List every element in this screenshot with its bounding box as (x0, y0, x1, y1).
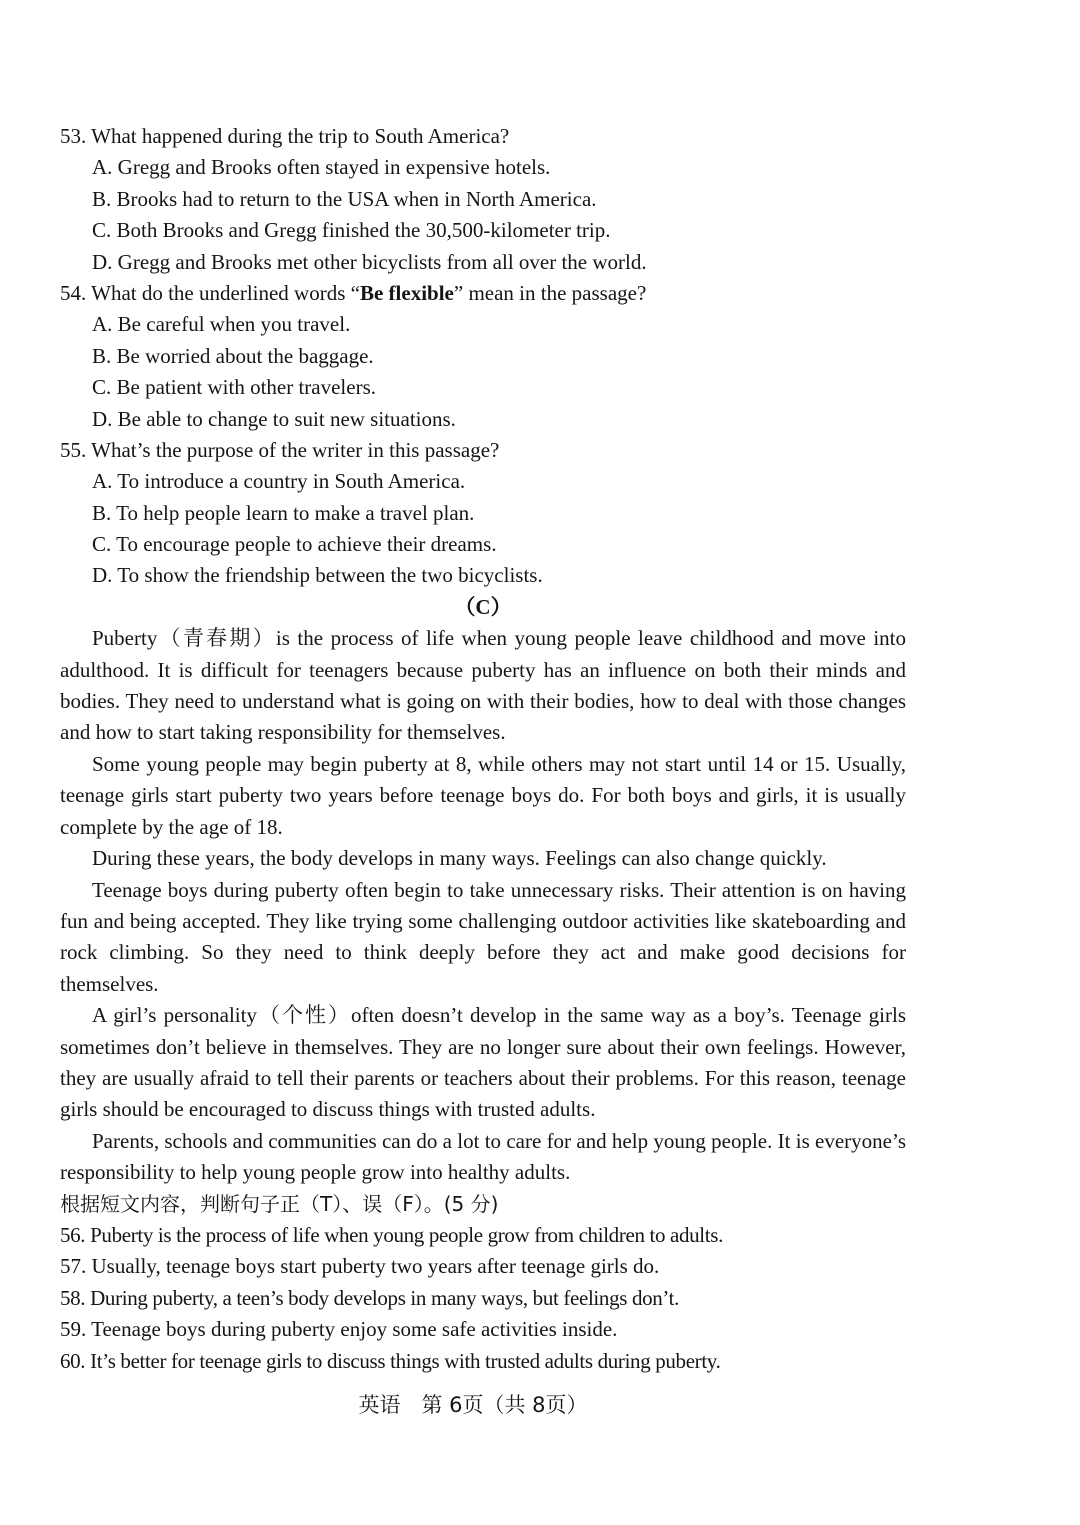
passage-paragraph-1 (60, 623, 906, 749)
question-54-stem (60, 278, 906, 309)
question-55-option-d: D. To show the friendship between the two bicyclists. (92, 563, 543, 588)
puberty-word: Puberty (92, 626, 158, 651)
question-53-stem: 53. What happened during the trip to South America? (60, 124, 510, 148)
question-54-option-a: A. Be careful when you travel. (92, 312, 351, 337)
true-false-instruction: 根据短文内容，判断句子正（T）、误（F）。(5 分) (60, 1191, 499, 1216)
passage-paragraph-4: Teenage boys during puberty often begin to take unnecessary risks. Their attention is on having fun and being accepted. They like trying some challenging outdoor activities like skateboarding and rock climbing. So they need to think deeply before they act and make good decisions for themselves. (60, 877, 906, 996)
question-53-option-d: D. Gregg and Brooks met other bicyclists from all over the world. (92, 249, 647, 274)
passage-paragraph-6: Parents, schools and communities can do a lot to care for and help young people. It is everyone’s responsibility to help young people grow into healthy adults. (60, 1128, 906, 1185)
question-54-stem-suffix: ” mean in the passage? (453, 280, 647, 305)
question-54-underlined-words: Be flexible (359, 280, 454, 305)
personality-phrase: A girl’s personality (92, 1003, 257, 1028)
section-c-title: （C） (454, 594, 512, 619)
question-55-option-c: C. To encourage people to achieve their dreams. (92, 532, 497, 557)
page-footer: 英语 第 6页（共 8页） (358, 1393, 588, 1417)
passage-paragraph-5-body: often doesn’t develop in the same way as a boy’s. Teenage girls sometimes don’t believe in themselves. They are no longer sure about their own feelings. However, they are usually afraid to tell their parents or teachers about their problems. For this reason, teenage girls should be encouraged to discuss things with trusted adults. (60, 1003, 906, 1122)
passage-paragraph-1-body: is the process of life when young people leave childhood and move into adulthood. It is difficult for teenagers because puberty has an influence on both their minds and bodies. They need to understand what is going on with their bodies, how to deal with those changes and how to start taking responsibility for themselves. (60, 626, 907, 745)
question-53-option-a: A. Gregg and Brooks often stayed in expensive hotels. (92, 155, 551, 180)
passage-paragraph-3: During these years, the body develops in many ways. Feelings can also change quickly. (92, 846, 827, 871)
question-55-stem: 55. What’s the purpose of the writer in this passage? (60, 437, 500, 462)
tf-item-59: 59. Teenage boys during puberty enjoy some safe activities inside. (60, 1317, 618, 1342)
exam-page-content (60, 121, 906, 1377)
question-55-option-a: A. To introduce a country in South America. (92, 469, 466, 494)
passage-paragraph-2: Some young people may begin puberty at 8, while others may not start until 14 or 15. Usually, teenage girls start puberty two years before teenage boys do. For both boys and girls, it is usually complete by the age of 18. (60, 751, 906, 839)
question-54-option-c: C. Be patient with other travelers. (92, 375, 377, 400)
tf-item-56: 56. Puberty is the process of life when young people grow from children to adults. (60, 1222, 723, 1247)
personality-chinese-gloss: （个性） (256, 1003, 351, 1028)
question-54-option-b: B. Be worried about the baggage. (92, 343, 374, 368)
question-53-option-c: C. Both Brooks and Gregg finished the 30,500-kilometer trip. (92, 218, 611, 243)
question-54-stem-prefix: 54. What do the underlined words “ (60, 280, 360, 305)
tf-item-60: 60. It’s better for teenage girls to discuss things with trusted adults during puberty. (60, 1348, 721, 1373)
tf-item-58: 58. During puberty, a teen’s body develops in many ways, but feelings don’t. (60, 1285, 680, 1310)
question-55-option-b: B. To help people learn to make a travel plan. (92, 500, 475, 525)
tf-item-57: 57. Usually, teenage boys start puberty two years after teenage girls do. (60, 1254, 660, 1279)
question-53-option-b: B. Brooks had to return to the USA when in North America. (92, 186, 597, 211)
passage-paragraph-5 (60, 1000, 906, 1126)
puberty-chinese-gloss: （青春期） (157, 626, 276, 651)
question-54-option-d: D. Be able to change to suit new situations. (92, 406, 456, 431)
